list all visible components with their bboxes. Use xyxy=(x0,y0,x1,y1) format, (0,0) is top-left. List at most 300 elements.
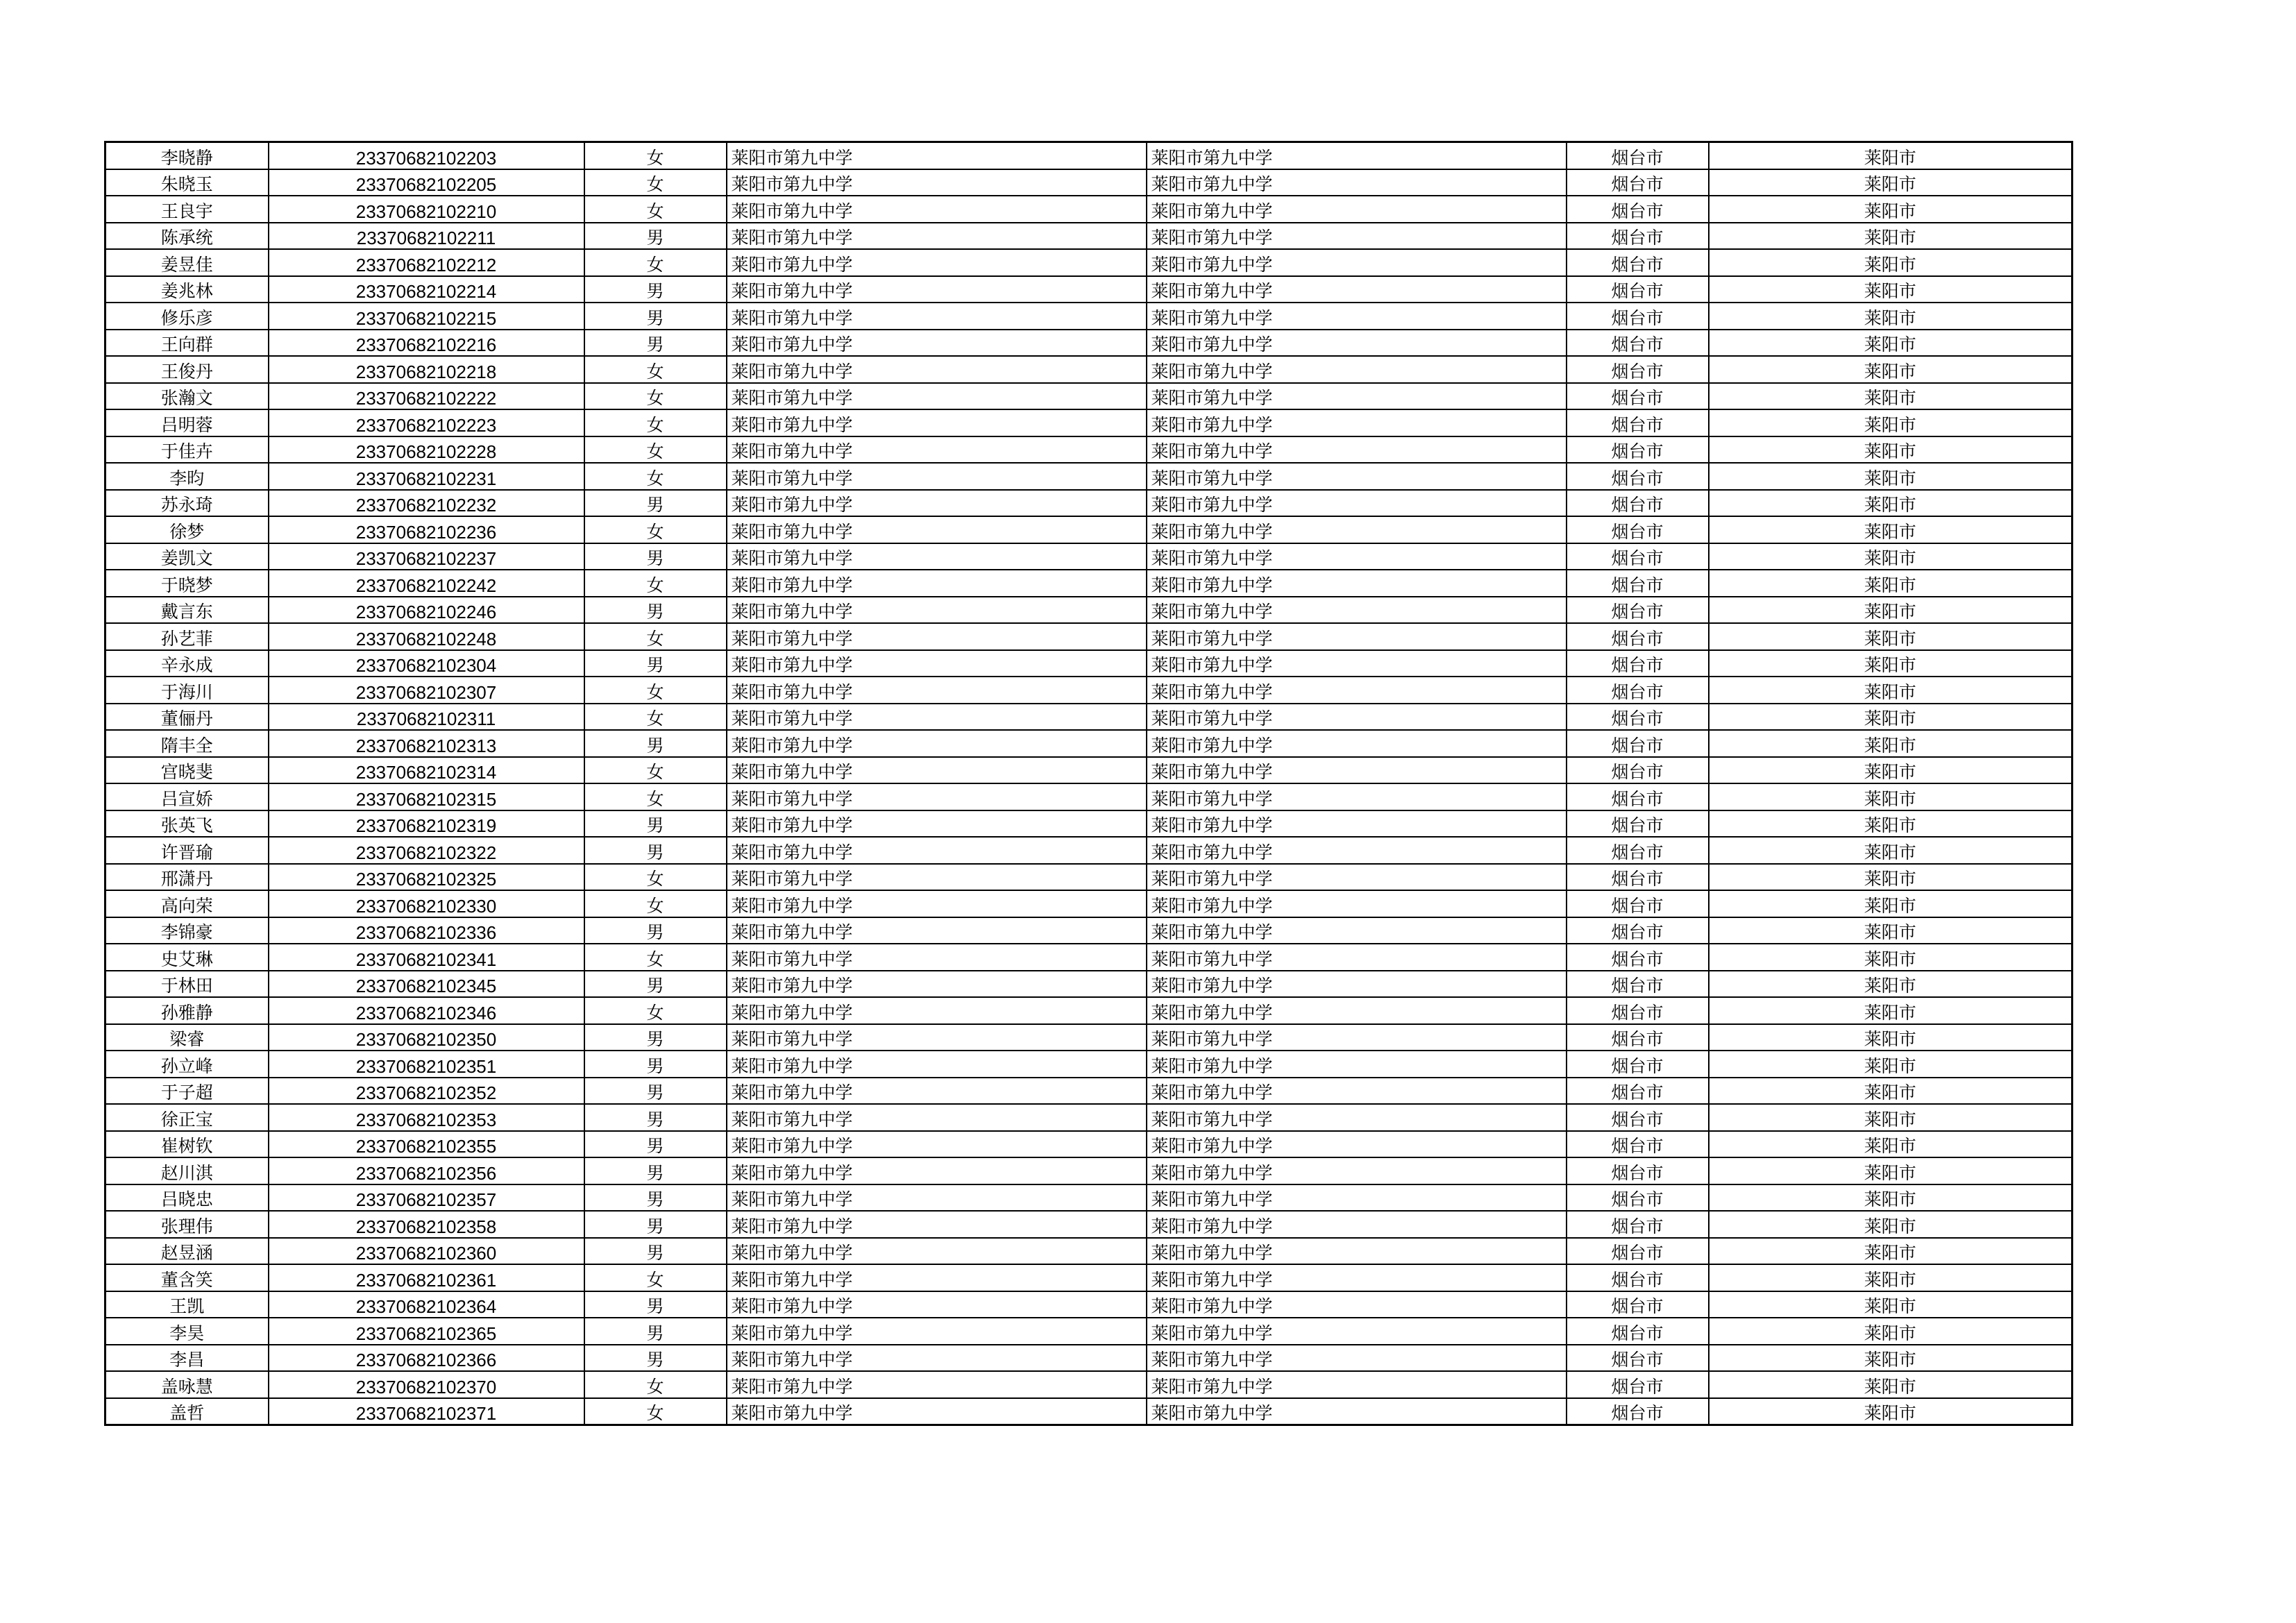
student-name-cell: 李昊 xyxy=(105,1318,269,1345)
gender-cell: 男 xyxy=(584,730,727,757)
county-cell: 莱阳市 xyxy=(1709,1211,2073,1238)
student-name-cell: 许晋瑜 xyxy=(105,837,269,864)
exam-id-cell: 23370682102364 xyxy=(269,1291,584,1318)
exam-school-cell: 莱阳市第九中学 xyxy=(1147,1211,1567,1238)
county-cell: 莱阳市 xyxy=(1709,1104,2073,1131)
city-cell: 烟台市 xyxy=(1567,276,1709,303)
table-row xyxy=(105,1398,2073,1425)
gender-cell: 女 xyxy=(584,1264,727,1291)
exam-school-cell: 莱阳市第九中学 xyxy=(1147,944,1567,971)
exam-id-cell: 23370682102222 xyxy=(269,383,584,410)
table-row xyxy=(105,971,2073,998)
gender-cell: 男 xyxy=(584,276,727,303)
city-cell: 烟台市 xyxy=(1567,543,1709,570)
gender-cell: 女 xyxy=(584,944,727,971)
exam-school-cell: 莱阳市第九中学 xyxy=(1147,597,1567,624)
county-cell: 莱阳市 xyxy=(1709,196,2073,223)
gender-cell: 女 xyxy=(584,463,727,490)
student-name-cell: 隋丰全 xyxy=(105,730,269,757)
exam-school-cell: 莱阳市第九中学 xyxy=(1147,276,1567,303)
gender-cell: 男 xyxy=(584,917,727,944)
city-cell: 烟台市 xyxy=(1567,490,1709,517)
exam-id-cell: 23370682102357 xyxy=(269,1184,584,1212)
gender-cell: 男 xyxy=(584,650,727,677)
school-cell: 莱阳市第九中学 xyxy=(727,276,1147,303)
table-row xyxy=(105,677,2073,704)
table-row xyxy=(105,463,2073,490)
county-cell: 莱阳市 xyxy=(1709,810,2073,838)
city-cell: 烟台市 xyxy=(1567,356,1709,383)
county-cell: 莱阳市 xyxy=(1709,169,2073,196)
city-cell: 烟台市 xyxy=(1567,677,1709,704)
exam-school-cell: 莱阳市第九中学 xyxy=(1147,1024,1567,1051)
city-cell: 烟台市 xyxy=(1567,944,1709,971)
exam-id-cell: 23370682102361 xyxy=(269,1264,584,1291)
gender-cell: 女 xyxy=(584,783,727,810)
exam-school-cell: 莱阳市第九中学 xyxy=(1147,436,1567,464)
city-cell: 烟台市 xyxy=(1567,971,1709,998)
school-cell: 莱阳市第九中学 xyxy=(727,383,1147,410)
city-cell: 烟台市 xyxy=(1567,1184,1709,1212)
school-cell: 莱阳市第九中学 xyxy=(727,1211,1147,1238)
student-name-cell: 修乐彦 xyxy=(105,303,269,330)
student-name-cell: 陈承统 xyxy=(105,223,269,250)
school-cell: 莱阳市第九中学 xyxy=(727,516,1147,543)
city-cell: 烟台市 xyxy=(1567,623,1709,650)
city-cell: 烟台市 xyxy=(1567,383,1709,410)
table-row xyxy=(105,169,2073,196)
school-cell: 莱阳市第九中学 xyxy=(727,543,1147,570)
exam-id-cell: 23370682102350 xyxy=(269,1024,584,1051)
school-cell: 莱阳市第九中学 xyxy=(727,971,1147,998)
county-cell: 莱阳市 xyxy=(1709,971,2073,998)
exam-school-cell: 莱阳市第九中学 xyxy=(1147,570,1567,597)
school-cell: 莱阳市第九中学 xyxy=(727,1318,1147,1345)
student-name-cell: 李昀 xyxy=(105,463,269,490)
student-name-cell: 赵川淇 xyxy=(105,1157,269,1184)
gender-cell: 男 xyxy=(584,1024,727,1051)
table-row xyxy=(105,944,2073,971)
exam-id-cell: 23370682102371 xyxy=(269,1398,584,1425)
exam-school-cell: 莱阳市第九中学 xyxy=(1147,650,1567,677)
exam-id-cell: 23370682102352 xyxy=(269,1078,584,1105)
city-cell: 烟台市 xyxy=(1567,1291,1709,1318)
exam-school-cell: 莱阳市第九中学 xyxy=(1147,249,1567,276)
exam-id-cell: 23370682102365 xyxy=(269,1318,584,1345)
school-cell: 莱阳市第九中学 xyxy=(727,570,1147,597)
exam-id-cell: 23370682102246 xyxy=(269,597,584,624)
exam-school-cell: 莱阳市第九中学 xyxy=(1147,383,1567,410)
county-cell: 莱阳市 xyxy=(1709,249,2073,276)
table-row xyxy=(105,330,2073,357)
county-cell: 莱阳市 xyxy=(1709,890,2073,917)
student-name-cell: 崔树钦 xyxy=(105,1131,269,1158)
table-row xyxy=(105,223,2073,250)
table-row xyxy=(105,1078,2073,1105)
school-cell: 莱阳市第九中学 xyxy=(727,677,1147,704)
school-cell: 莱阳市第九中学 xyxy=(727,917,1147,944)
school-cell: 莱阳市第九中学 xyxy=(727,330,1147,357)
exam-id-cell: 23370682102360 xyxy=(269,1238,584,1265)
exam-school-cell: 莱阳市第九中学 xyxy=(1147,330,1567,357)
exam-id-cell: 23370682102215 xyxy=(269,303,584,330)
table-row xyxy=(105,1264,2073,1291)
exam-school-cell: 莱阳市第九中学 xyxy=(1147,997,1567,1024)
gender-cell: 男 xyxy=(584,1104,727,1131)
table-row xyxy=(105,810,2073,838)
exam-school-cell: 莱阳市第九中学 xyxy=(1147,1131,1567,1158)
exam-school-cell: 莱阳市第九中学 xyxy=(1147,837,1567,864)
county-cell: 莱阳市 xyxy=(1709,1238,2073,1265)
city-cell: 烟台市 xyxy=(1567,1131,1709,1158)
gender-cell: 男 xyxy=(584,1157,727,1184)
gender-cell: 女 xyxy=(584,196,727,223)
school-cell: 莱阳市第九中学 xyxy=(727,1131,1147,1158)
gender-cell: 女 xyxy=(584,436,727,464)
student-name-cell: 姜凯文 xyxy=(105,543,269,570)
school-cell: 莱阳市第九中学 xyxy=(727,1238,1147,1265)
exam-id-cell: 23370682102232 xyxy=(269,490,584,517)
county-cell: 莱阳市 xyxy=(1709,783,2073,810)
school-cell: 莱阳市第九中学 xyxy=(727,1264,1147,1291)
city-cell: 烟台市 xyxy=(1567,223,1709,250)
exam-id-cell: 23370682102218 xyxy=(269,356,584,383)
table-row xyxy=(105,276,2073,303)
city-cell: 烟台市 xyxy=(1567,757,1709,784)
city-cell: 烟台市 xyxy=(1567,1264,1709,1291)
table-row xyxy=(105,1238,2073,1265)
gender-cell: 男 xyxy=(584,810,727,838)
county-cell: 莱阳市 xyxy=(1709,223,2073,250)
school-cell: 莱阳市第九中学 xyxy=(727,1024,1147,1051)
city-cell: 烟台市 xyxy=(1567,1024,1709,1051)
county-cell: 莱阳市 xyxy=(1709,944,2073,971)
student-name-cell: 李昌 xyxy=(105,1345,269,1372)
gender-cell: 男 xyxy=(584,330,727,357)
school-cell: 莱阳市第九中学 xyxy=(727,1398,1147,1425)
city-cell: 烟台市 xyxy=(1567,997,1709,1024)
student-name-cell: 朱晓玉 xyxy=(105,169,269,196)
school-cell: 莱阳市第九中学 xyxy=(727,142,1147,169)
exam-school-cell: 莱阳市第九中学 xyxy=(1147,890,1567,917)
school-cell: 莱阳市第九中学 xyxy=(727,944,1147,971)
exam-id-cell: 23370682102313 xyxy=(269,730,584,757)
city-cell: 烟台市 xyxy=(1567,704,1709,731)
city-cell: 烟台市 xyxy=(1567,810,1709,838)
student-name-cell: 辛永成 xyxy=(105,650,269,677)
exam-id-cell: 23370682102214 xyxy=(269,276,584,303)
exam-id-cell: 23370682102210 xyxy=(269,196,584,223)
table-row xyxy=(105,249,2073,276)
county-cell: 莱阳市 xyxy=(1709,409,2073,436)
county-cell: 莱阳市 xyxy=(1709,516,2073,543)
gender-cell: 男 xyxy=(584,1238,727,1265)
exam-id-cell: 23370682102355 xyxy=(269,1131,584,1158)
student-name-cell: 宫晓斐 xyxy=(105,757,269,784)
city-cell: 烟台市 xyxy=(1567,864,1709,891)
exam-school-cell: 莱阳市第九中学 xyxy=(1147,1238,1567,1265)
city-cell: 烟台市 xyxy=(1567,303,1709,330)
gender-cell: 男 xyxy=(584,597,727,624)
city-cell: 烟台市 xyxy=(1567,169,1709,196)
gender-cell: 女 xyxy=(584,409,727,436)
school-cell: 莱阳市第九中学 xyxy=(727,997,1147,1024)
exam-school-cell: 莱阳市第九中学 xyxy=(1147,1184,1567,1212)
exam-school-cell: 莱阳市第九中学 xyxy=(1147,1051,1567,1078)
student-name-cell: 吕晓忠 xyxy=(105,1184,269,1212)
city-cell: 烟台市 xyxy=(1567,142,1709,169)
student-name-cell: 孙艺菲 xyxy=(105,623,269,650)
exam-school-cell: 莱阳市第九中学 xyxy=(1147,490,1567,517)
table-row xyxy=(105,356,2073,383)
school-cell: 莱阳市第九中学 xyxy=(727,730,1147,757)
student-name-cell: 王向群 xyxy=(105,330,269,357)
city-cell: 烟台市 xyxy=(1567,837,1709,864)
exam-school-cell: 莱阳市第九中学 xyxy=(1147,1371,1567,1398)
exam-school-cell: 莱阳市第九中学 xyxy=(1147,864,1567,891)
county-cell: 莱阳市 xyxy=(1709,330,2073,357)
school-cell: 莱阳市第九中学 xyxy=(727,356,1147,383)
gender-cell: 男 xyxy=(584,1291,727,1318)
student-name-cell: 王俊丹 xyxy=(105,356,269,383)
county-cell: 莱阳市 xyxy=(1709,677,2073,704)
exam-school-cell: 莱阳市第九中学 xyxy=(1147,730,1567,757)
student-name-cell: 盖哲 xyxy=(105,1398,269,1425)
city-cell: 烟台市 xyxy=(1567,1104,1709,1131)
table-row xyxy=(105,1211,2073,1238)
county-cell: 莱阳市 xyxy=(1709,1131,2073,1158)
student-name-cell: 李锦豪 xyxy=(105,917,269,944)
exam-id-cell: 23370682102345 xyxy=(269,971,584,998)
county-cell: 莱阳市 xyxy=(1709,704,2073,731)
city-cell: 烟台市 xyxy=(1567,1157,1709,1184)
exam-id-cell: 23370682102346 xyxy=(269,997,584,1024)
city-cell: 烟台市 xyxy=(1567,249,1709,276)
exam-school-cell: 莱阳市第九中学 xyxy=(1147,303,1567,330)
city-cell: 烟台市 xyxy=(1567,516,1709,543)
city-cell: 烟台市 xyxy=(1567,330,1709,357)
county-cell: 莱阳市 xyxy=(1709,597,2073,624)
student-name-cell: 王凯 xyxy=(105,1291,269,1318)
table-row xyxy=(105,1345,2073,1372)
gender-cell: 女 xyxy=(584,356,727,383)
school-cell: 莱阳市第九中学 xyxy=(727,1345,1147,1372)
school-cell: 莱阳市第九中学 xyxy=(727,837,1147,864)
school-cell: 莱阳市第九中学 xyxy=(727,757,1147,784)
exam-school-cell: 莱阳市第九中学 xyxy=(1147,783,1567,810)
county-cell: 莱阳市 xyxy=(1709,1078,2073,1105)
exam-id-cell: 23370682102325 xyxy=(269,864,584,891)
student-name-cell: 戴言东 xyxy=(105,597,269,624)
exam-id-cell: 23370682102231 xyxy=(269,463,584,490)
county-cell: 莱阳市 xyxy=(1709,623,2073,650)
school-cell: 莱阳市第九中学 xyxy=(727,1078,1147,1105)
exam-id-cell: 23370682102211 xyxy=(269,223,584,250)
exam-id-cell: 23370682102237 xyxy=(269,543,584,570)
county-cell: 莱阳市 xyxy=(1709,570,2073,597)
exam-id-cell: 23370682102311 xyxy=(269,704,584,731)
school-cell: 莱阳市第九中学 xyxy=(727,1157,1147,1184)
school-cell: 莱阳市第九中学 xyxy=(727,864,1147,891)
city-cell: 烟台市 xyxy=(1567,1371,1709,1398)
table-row xyxy=(105,1371,2073,1398)
student-name-cell: 于林田 xyxy=(105,971,269,998)
table-row xyxy=(105,997,2073,1024)
student-name-cell: 邢潇丹 xyxy=(105,864,269,891)
school-cell: 莱阳市第九中学 xyxy=(727,1104,1147,1131)
city-cell: 烟台市 xyxy=(1567,436,1709,464)
county-cell: 莱阳市 xyxy=(1709,997,2073,1024)
table-row xyxy=(105,704,2073,731)
table-row xyxy=(105,757,2073,784)
exam-school-cell: 莱阳市第九中学 xyxy=(1147,917,1567,944)
county-cell: 莱阳市 xyxy=(1709,490,2073,517)
school-cell: 莱阳市第九中学 xyxy=(727,623,1147,650)
gender-cell: 女 xyxy=(584,570,727,597)
exam-school-cell: 莱阳市第九中学 xyxy=(1147,1078,1567,1105)
table-row xyxy=(105,142,2073,169)
city-cell: 烟台市 xyxy=(1567,1398,1709,1425)
student-name-cell: 徐梦 xyxy=(105,516,269,543)
table-row xyxy=(105,543,2073,570)
exam-school-cell: 莱阳市第九中学 xyxy=(1147,142,1567,169)
city-cell: 烟台市 xyxy=(1567,1318,1709,1345)
student-name-cell: 张英飞 xyxy=(105,810,269,838)
student-name-cell: 李晓静 xyxy=(105,142,269,169)
exam-school-cell: 莱阳市第九中学 xyxy=(1147,623,1567,650)
exam-school-cell: 莱阳市第九中学 xyxy=(1147,810,1567,838)
county-cell: 莱阳市 xyxy=(1709,1024,2073,1051)
exam-id-cell: 23370682102330 xyxy=(269,890,584,917)
table-row xyxy=(105,196,2073,223)
student-name-cell: 于子超 xyxy=(105,1078,269,1105)
exam-school-cell: 莱阳市第九中学 xyxy=(1147,1398,1567,1425)
student-name-cell: 姜昱佳 xyxy=(105,249,269,276)
exam-school-cell: 莱阳市第九中学 xyxy=(1147,543,1567,570)
student-name-cell: 盖咏慧 xyxy=(105,1371,269,1398)
exam-id-cell: 23370682102223 xyxy=(269,409,584,436)
table-row xyxy=(105,383,2073,410)
county-cell: 莱阳市 xyxy=(1709,383,2073,410)
table-row xyxy=(105,783,2073,810)
table-row xyxy=(105,837,2073,864)
gender-cell: 男 xyxy=(584,223,727,250)
table-row xyxy=(105,1291,2073,1318)
exam-id-cell: 23370682102242 xyxy=(269,570,584,597)
table-row xyxy=(105,303,2073,330)
exam-school-cell: 莱阳市第九中学 xyxy=(1147,1157,1567,1184)
county-cell: 莱阳市 xyxy=(1709,1051,2073,1078)
exam-id-cell: 23370682102351 xyxy=(269,1051,584,1078)
school-cell: 莱阳市第九中学 xyxy=(727,223,1147,250)
school-cell: 莱阳市第九中学 xyxy=(727,1184,1147,1212)
table-row xyxy=(105,1051,2073,1078)
table-row xyxy=(105,623,2073,650)
table-row xyxy=(105,730,2073,757)
school-cell: 莱阳市第九中学 xyxy=(727,597,1147,624)
student-name-cell: 董俪丹 xyxy=(105,704,269,731)
city-cell: 烟台市 xyxy=(1567,196,1709,223)
school-cell: 莱阳市第九中学 xyxy=(727,409,1147,436)
student-name-cell: 高向荣 xyxy=(105,890,269,917)
county-cell: 莱阳市 xyxy=(1709,463,2073,490)
gender-cell: 男 xyxy=(584,1345,727,1372)
student-name-cell: 徐正宝 xyxy=(105,1104,269,1131)
table-row xyxy=(105,570,2073,597)
school-cell: 莱阳市第九中学 xyxy=(727,1051,1147,1078)
city-cell: 烟台市 xyxy=(1567,783,1709,810)
city-cell: 烟台市 xyxy=(1567,1345,1709,1372)
gender-cell: 女 xyxy=(584,249,727,276)
student-name-cell: 赵昱涵 xyxy=(105,1238,269,1265)
exam-school-cell: 莱阳市第九中学 xyxy=(1147,1345,1567,1372)
gender-cell: 男 xyxy=(584,1211,727,1238)
table-row xyxy=(105,436,2073,464)
table-row xyxy=(105,490,2073,517)
gender-cell: 女 xyxy=(584,623,727,650)
exam-id-cell: 23370682102315 xyxy=(269,783,584,810)
school-cell: 莱阳市第九中学 xyxy=(727,463,1147,490)
gender-cell: 男 xyxy=(584,303,727,330)
gender-cell: 男 xyxy=(584,1051,727,1078)
county-cell: 莱阳市 xyxy=(1709,650,2073,677)
student-name-cell: 于海川 xyxy=(105,677,269,704)
school-cell: 莱阳市第九中学 xyxy=(727,436,1147,464)
exam-id-cell: 23370682102366 xyxy=(269,1345,584,1372)
county-cell: 莱阳市 xyxy=(1709,543,2073,570)
roster-body xyxy=(105,142,2073,1425)
table-row xyxy=(105,1184,2073,1212)
exam-school-cell: 莱阳市第九中学 xyxy=(1147,169,1567,196)
student-name-cell: 苏永琦 xyxy=(105,490,269,517)
exam-id-cell: 23370682102212 xyxy=(269,249,584,276)
city-cell: 烟台市 xyxy=(1567,1211,1709,1238)
exam-school-cell: 莱阳市第九中学 xyxy=(1147,971,1567,998)
table-row xyxy=(105,597,2073,624)
table-row xyxy=(105,409,2073,436)
student-name-cell: 王良宇 xyxy=(105,196,269,223)
gender-cell: 男 xyxy=(584,1131,727,1158)
exam-id-cell: 23370682102228 xyxy=(269,436,584,464)
student-name-cell: 于晓梦 xyxy=(105,570,269,597)
exam-id-cell: 23370682102205 xyxy=(269,169,584,196)
student-name-cell: 张瀚文 xyxy=(105,383,269,410)
school-cell: 莱阳市第九中学 xyxy=(727,169,1147,196)
table-row xyxy=(105,1318,2073,1345)
county-cell: 莱阳市 xyxy=(1709,757,2073,784)
county-cell: 莱阳市 xyxy=(1709,730,2073,757)
student-name-cell: 吕宣娇 xyxy=(105,783,269,810)
exam-school-cell: 莱阳市第九中学 xyxy=(1147,757,1567,784)
gender-cell: 男 xyxy=(584,971,727,998)
city-cell: 烟台市 xyxy=(1567,1078,1709,1105)
exam-school-cell: 莱阳市第九中学 xyxy=(1147,704,1567,731)
student-name-cell: 于佳卉 xyxy=(105,436,269,464)
student-name-cell: 董含笑 xyxy=(105,1264,269,1291)
school-cell: 莱阳市第九中学 xyxy=(727,704,1147,731)
exam-id-cell: 23370682102216 xyxy=(269,330,584,357)
county-cell: 莱阳市 xyxy=(1709,356,2073,383)
exam-school-cell: 莱阳市第九中学 xyxy=(1147,677,1567,704)
gender-cell: 女 xyxy=(584,516,727,543)
county-cell: 莱阳市 xyxy=(1709,1291,2073,1318)
city-cell: 烟台市 xyxy=(1567,650,1709,677)
county-cell: 莱阳市 xyxy=(1709,1157,2073,1184)
student-name-cell: 张理伟 xyxy=(105,1211,269,1238)
city-cell: 烟台市 xyxy=(1567,409,1709,436)
county-cell: 莱阳市 xyxy=(1709,1184,2073,1212)
exam-id-cell: 23370682102353 xyxy=(269,1104,584,1131)
